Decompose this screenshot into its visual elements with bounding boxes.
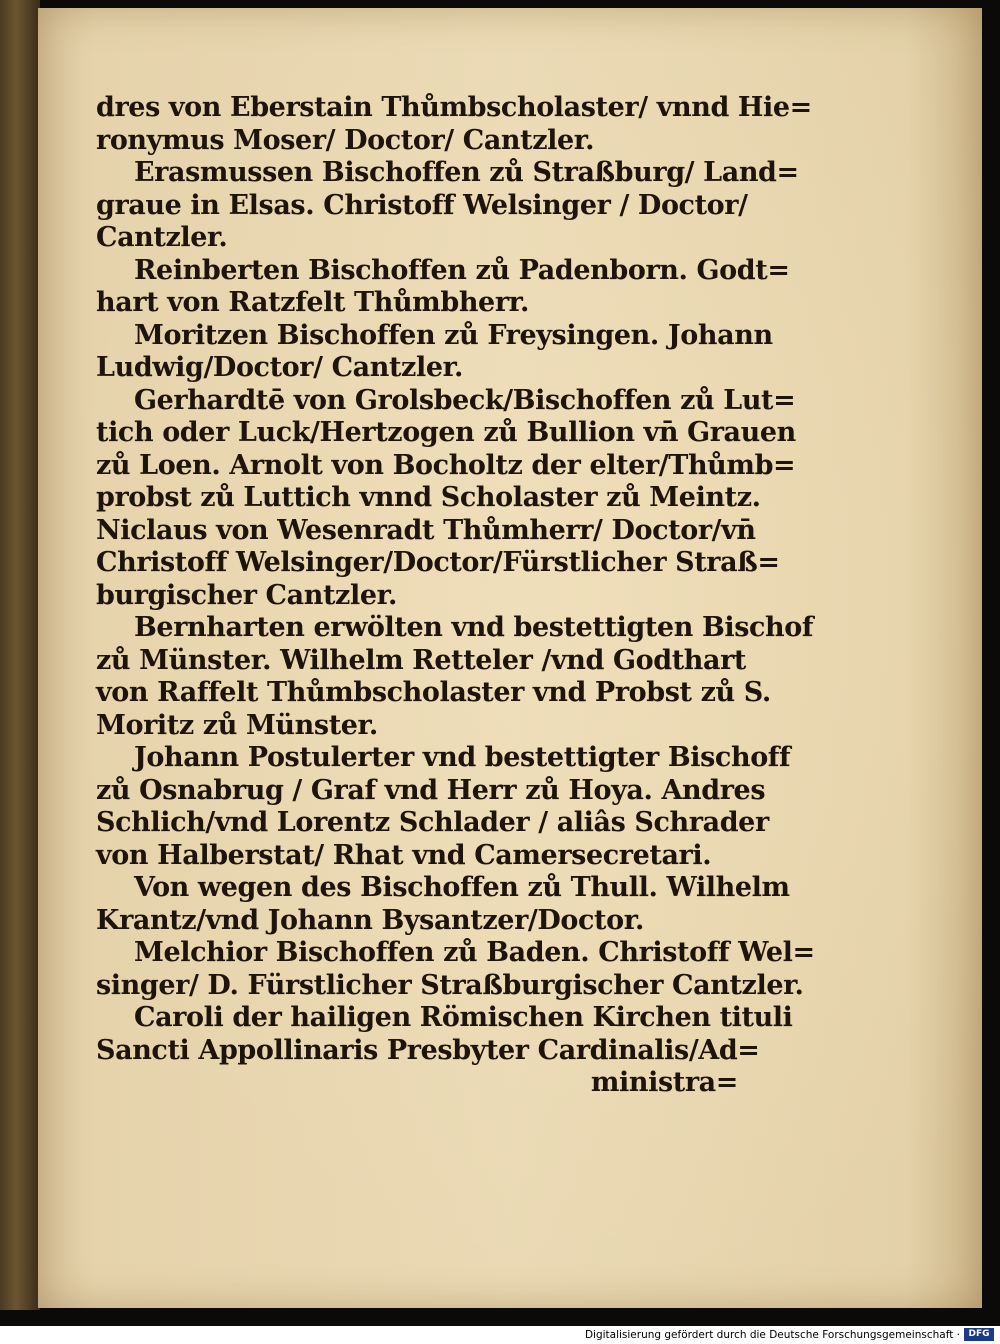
text-line: Christoff Welsinger/Doctor/Fürstlicher Straß= [96,547,780,578]
dfg-logo-icon: DFG [964,1328,994,1341]
text-line: Cantzler. [96,222,228,253]
text-line: zů Münster. Wilhelm Retteler /vnd Godthart [96,644,747,676]
text-line: von Halberstat/ Rhat vnd Camersecretari. [96,839,712,871]
text-line: Ludwig/Doctor/ Cantzler. [96,352,463,383]
text-line: Erasmussen Bischoffen zů Straßburg/ Land= [134,157,799,188]
book-spine-edge [0,0,40,1310]
catchword: ministra= [590,1067,738,1098]
text-line: Niclaus von Wesenradt Thůmherr/ Doctor/vn̄ [96,514,756,546]
text-line: Melchior Bischoffen zů Baden. Christoff Wel= [134,937,815,968]
text-line: Moritzen Bischoffen zů Freysingen. Johann [134,319,773,351]
text-line: singer/ D. Fürstlicher Straßburgischer Cantzler. [96,969,804,1001]
page-text [96,92,815,1100]
digitization-credit: Digitalisierung gefördert durch die Deutsche Forschungsgemeinschaft · [584,1329,960,1341]
text-line: burgischer Cantzler. [96,579,397,611]
text-line: Sancti Appollinaris Presbyter Cardinalis/Ad= [96,1034,760,1066]
text-line: von Raffelt Thůmbscholaster vnd Probst zů S. [96,677,771,708]
text-line: graue in Elsas. Christoff Welsinger / Doctor/ [96,189,748,221]
text-line: ronymus Moser/ Doctor/ Cantzler. [96,124,595,156]
text-line: Krantz/vnd Johann Bysantzer/Doctor. [96,904,645,936]
text-line: Schlich/vnd Lorentz Schlader / aliâs Schrader [96,807,769,838]
text-line: hart von Ratzfelt Thůmbherr. [96,287,530,318]
text-line: tich oder Luck/Hertzogen zů Bullion vn̄ Grauen [96,417,796,448]
text-line: Reinberten Bischoffen zů Padenborn. Godt= [134,254,790,286]
text-line: probst zů Luttich vnnd Scholaster zů Meintz. [96,482,761,513]
book-page [38,8,982,1308]
text-line: Bernharten erwölten vnd bestettigten Bischof [134,612,814,643]
text-line: zů Osnabrug / Graf vnd Herr zů Hoya. Andres [96,774,766,806]
text-line: zů Loen. Arnolt von Bocholtz der elter/Thůmb= [96,449,796,481]
text-line: Caroli der hailigen Römischen Kirchen tituli [134,1002,793,1033]
text-line: Johann Postulerter vnd bestettigter Bischoff [134,742,791,773]
text-line: Gerhardtē von Grolsbeck/Bischoffen zů Lut= [134,384,796,416]
text-line: dres von Eberstain Thůmbscholaster/ vnnd Hie= [96,92,812,123]
text-line: Von wegen des Bischoffen zů Thull. Wilhelm [134,872,790,903]
text-line: Moritz zů Münster. [96,709,378,741]
